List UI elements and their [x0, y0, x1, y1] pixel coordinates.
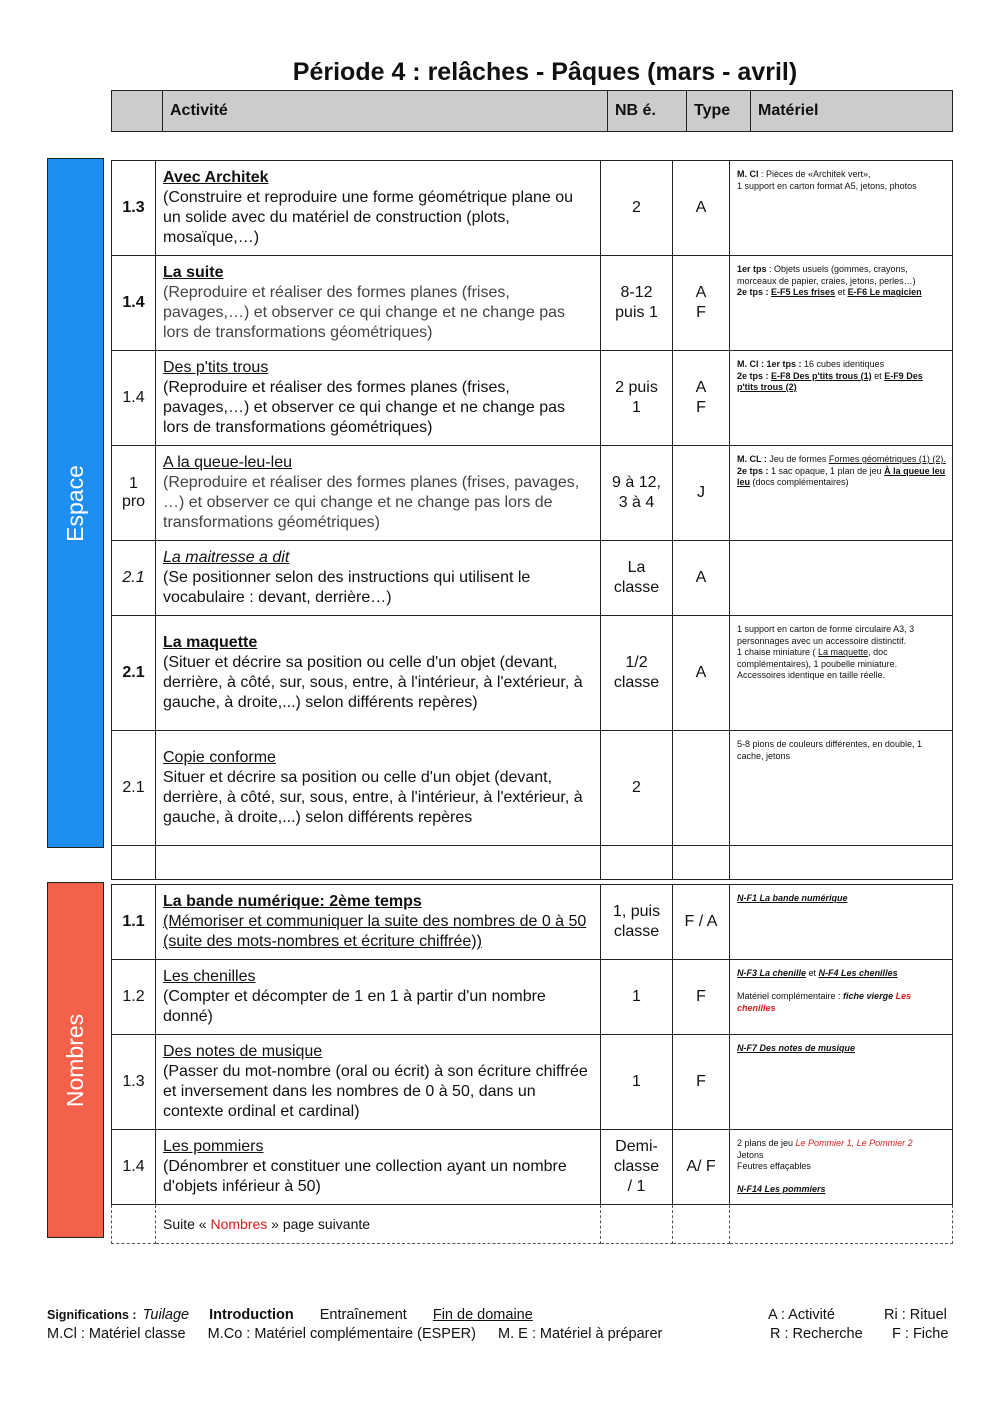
nb-cell: 1 — [601, 1035, 673, 1130]
mat-text: Accessoires identique en taille réelle. — [737, 670, 886, 680]
row-num — [112, 446, 156, 541]
nb-line: 8-12 — [620, 284, 653, 301]
activity-title: Des p'tits trous — [163, 359, 269, 376]
legend-mcl: M.Cl : Matériel classe — [47, 1326, 186, 1342]
row-num: 1.1 — [112, 885, 156, 960]
nb-cell — [601, 885, 673, 960]
activity-desc: Situer et décrire sa position ou celle d'un objet (devant, derrière, à côté, sur, sous, entre, à l'intérieur, à l'extérieur, à gauche, à droite,...) selon différents repères — [163, 769, 583, 826]
mat-text: N-F1 La bande numérique — [737, 893, 848, 903]
row-num: 1.3 — [112, 161, 156, 256]
nb-line: Demi- — [615, 1138, 658, 1155]
materiel-cell — [730, 960, 953, 1035]
activity-title: Les chenilles — [163, 968, 256, 985]
activity-cell — [156, 731, 601, 846]
table-row — [112, 161, 953, 256]
num-line: 1 — [129, 475, 138, 492]
page-title: Période 4 : relâches - Pâques (mars - avril) — [292, 58, 798, 86]
activity-title: Des notes de musique — [163, 1043, 323, 1060]
suite-text: Suite « — [163, 1216, 211, 1232]
activity-cell — [156, 256, 601, 351]
nb-cell — [601, 256, 673, 351]
mat-text: 2e tps : — [737, 287, 769, 297]
type-cell: A/ F — [673, 1130, 730, 1205]
activity-desc: (Reproduire et réaliser des formes planes (frises, pavages,…) et observer ce qui change et ne change pas lors de transformations géométriques) — [163, 284, 566, 341]
activity-title: La maitresse a dit — [163, 549, 290, 566]
table-row — [112, 616, 953, 731]
nb-line: 1/2 — [625, 654, 648, 671]
type-cell — [673, 351, 730, 446]
activity-desc: (Construire et reproduire une forme géométrique plane ou un solide avec du matériel de construction (plots, mosaïque,…) — [163, 189, 574, 246]
mat-text: 5-8 pions de couleurs différentes, en double, 1 cache, jetons — [737, 739, 922, 761]
type-line: A — [695, 284, 707, 301]
header-nb: NB é. — [608, 91, 687, 132]
mat-text: et — [871, 370, 885, 381]
legend-ri: Ri : Rituel — [884, 1307, 947, 1323]
nombres-band — [47, 882, 104, 1238]
mat-text: 1 sac opaque, 1 plan de jeu — [768, 465, 885, 476]
table-row — [112, 256, 953, 351]
activity-desc: (Situer et décrire sa position ou celle d'un objet (devant, derrière, à côté, sur, sous, entre, à l'intérieur, à l'extérieur, à gauche, à droite,...) selon différents repères) — [163, 654, 583, 711]
materiel-cell — [730, 1130, 953, 1205]
materiel-cell — [730, 541, 953, 616]
espace-band — [47, 158, 104, 848]
activity-title: La suite — [163, 264, 224, 281]
activity-title: Copie conforme — [163, 749, 276, 766]
activity-desc: (Passer du mot-nombre (oral ou écrit) à son écriture chiffrée et inversement dans les nombres de 0 à 50, dans un contexte ordinal et cardinal) — [163, 1063, 588, 1120]
activity-desc: (Dénombrer et constituer une collection ayant un nombre d'objets inférieur à 50) — [163, 1158, 567, 1195]
table-row — [112, 1130, 953, 1205]
mat-text: M. Cl — [737, 169, 759, 179]
nb-cell — [601, 541, 673, 616]
activity-title: Les pommiers — [163, 1138, 264, 1155]
type-cell — [673, 731, 730, 846]
mat-text: , doc complémentaires), 1 poubelle miniature. — [737, 647, 898, 669]
materiel-cell — [730, 351, 953, 446]
table-row — [112, 885, 953, 960]
materiel-cell — [730, 1035, 953, 1130]
nb-cell: 1 — [601, 960, 673, 1035]
header-table — [111, 90, 953, 132]
materiel-cell — [730, 731, 953, 846]
legend-fin: Fin de domaine — [432, 1307, 533, 1323]
mat-text: : Objets usuels (gommes, crayons, morceaux de papier, craies, jetons, perles…) — [737, 264, 916, 286]
nb-cell: 2 — [601, 731, 673, 846]
table-row — [112, 446, 953, 541]
mat-text: 16 cubes identiques — [801, 359, 885, 369]
type-cell: A — [673, 161, 730, 256]
type-cell: F — [673, 960, 730, 1035]
type-cell: A — [673, 541, 730, 616]
mat-text: E-F9 Des p'tits trous (2) — [737, 370, 923, 392]
legend-a: A : Activité — [768, 1307, 835, 1323]
nb-cell — [601, 351, 673, 446]
nb-line: classe — [613, 579, 660, 596]
type-line: A — [695, 379, 707, 396]
nb-line: 2 puis — [615, 379, 658, 396]
mat-text: E-F5 Les frises — [771, 287, 836, 297]
type-cell: F / A — [673, 885, 730, 960]
materiel-cell — [730, 446, 953, 541]
legend-r: R : Recherche — [770, 1326, 863, 1342]
nb-line: La — [627, 559, 646, 576]
mat-text: Les chenilles — [737, 991, 912, 1013]
materiel-cell — [730, 256, 953, 351]
mat-text: N-F7 Des notes de musique — [737, 1043, 856, 1053]
legend-line-2 — [47, 1326, 662, 1342]
row-num: 1.4 — [112, 256, 156, 351]
table-row — [112, 541, 953, 616]
mat-text: 1 support en carton format A5, jetons, photos — [737, 180, 917, 191]
type-line: F — [696, 399, 706, 416]
activity-cell — [156, 885, 601, 960]
mat-text: 2e tps : — [737, 370, 772, 381]
legend-mco: M.Co : Matériel complémentaire (ESPER) — [207, 1326, 476, 1342]
row-num: 2.1 — [112, 731, 156, 846]
nb-cell: 2 — [601, 161, 673, 256]
activity-title: La bande numérique: 2ème temps — [163, 893, 422, 910]
mat-text: À la queue leu leu — [737, 465, 946, 487]
type-line: F — [696, 304, 706, 321]
activity-desc: (Se positionner selon des instructions qui utilisent le vocabulaire : devant, derrière…) — [163, 569, 531, 606]
legend-tuilage: Tuilage — [142, 1307, 190, 1323]
mat-text: 1 support en carton de forme circulaire A3, 3 personnages avec un accessoire distinctif. — [737, 624, 915, 646]
activity-title: Avec Architek — [163, 169, 269, 186]
mat-text: Feutres effaçables — [737, 1161, 811, 1171]
mat-text: 2 plans de jeu — [737, 1138, 796, 1148]
mat-text: N-F4 Les chenilles — [818, 968, 898, 978]
mat-text: E-F6 Le magicien — [847, 287, 922, 297]
nb-line: 9 à 12, — [612, 474, 661, 491]
legend-intro: Introduction — [209, 1307, 294, 1323]
espace-table — [111, 160, 953, 880]
nb-line: puis 1 — [615, 304, 658, 321]
mat-text: N-F3 La chenille — [737, 968, 807, 978]
suite-row — [112, 1205, 953, 1244]
row-num: 2.1 — [112, 541, 156, 616]
nb-line: classe — [613, 674, 660, 691]
espace-label: Espace — [62, 464, 88, 542]
mat-text: 1 chaise miniature ( — [737, 647, 819, 657]
table-row — [112, 351, 953, 446]
header-num — [112, 91, 163, 132]
activity-desc: (Reproduire et réaliser des formes planes (frises, pavages, …) et observer ce qui change et ne change pas lors de transformations géométriques) — [163, 474, 580, 531]
legend-line-1 — [47, 1307, 533, 1323]
nb-line: 1 — [632, 399, 641, 416]
row-num: 1.2 — [112, 960, 156, 1035]
activity-cell — [156, 960, 601, 1035]
mat-text: (docs complémentaires) — [750, 477, 849, 487]
nb-line: classe — [613, 1158, 660, 1175]
mat-text: Le Pommier 1, Le Pommier 2 — [795, 1138, 913, 1148]
table-row — [112, 731, 953, 846]
nb-cell — [601, 616, 673, 731]
row-num: 1.4 — [112, 351, 156, 446]
type-cell — [673, 256, 730, 351]
table-row — [112, 1035, 953, 1130]
table-row — [112, 960, 953, 1035]
activity-title: A la queue-leu-leu — [163, 454, 292, 471]
row-num: 2.1 — [112, 616, 156, 731]
suite-text: Nombres — [210, 1216, 268, 1232]
activity-cell — [156, 1130, 601, 1205]
activity-desc: (Compter et décompter de 1 en 1 à partir d'un nombre donné) — [163, 988, 546, 1025]
mat-text: et — [806, 968, 819, 978]
header-activite: Activité — [163, 91, 608, 132]
legend-entr: Entraînement — [319, 1307, 407, 1323]
legend-f: F : Fiche — [892, 1326, 949, 1342]
mat-text: fiche vierge — [843, 991, 896, 1001]
suite-cell — [156, 1205, 601, 1244]
mat-text: M. Cl : 1er tps : — [737, 359, 802, 369]
mat-text: Jeu de formes — [766, 454, 829, 464]
nb-cell — [601, 446, 673, 541]
mat-text: Formes géométriques (1) (2). — [828, 454, 946, 464]
type-cell: F — [673, 1035, 730, 1130]
activity-cell — [156, 541, 601, 616]
type-cell: J — [673, 446, 730, 541]
nb-line: 3 à 4 — [618, 494, 655, 511]
num-line: pro — [121, 493, 146, 510]
nb-line: / 1 — [627, 1178, 646, 1195]
mat-text: Matériel complémentaire : — [737, 991, 844, 1001]
legend-me: M. E : Matériel à préparer — [497, 1326, 663, 1342]
header-materiel: Matériel — [751, 91, 953, 132]
header-type: Type — [687, 91, 751, 132]
legend-sig: Significations : — [47, 1308, 137, 1322]
spacer-row — [112, 846, 953, 880]
materiel-cell — [730, 161, 953, 256]
mat-text: Jetons — [737, 1149, 764, 1160]
mat-text: : Pièces de «Architek vert», — [758, 169, 871, 179]
mat-text: et — [835, 287, 848, 297]
type-cell: A — [673, 616, 730, 731]
activity-desc: (Mémoriser et communiquer la suite des nombres de 0 à 50 (suite des mots-nombres et écriture chiffrée)) — [163, 913, 587, 950]
row-num: 1.4 — [112, 1130, 156, 1205]
mat-text: La maquette — [818, 647, 869, 657]
mat-text: 2e tps : — [737, 465, 769, 476]
mat-text: E-F8 Des p'tits trous (1) — [771, 370, 872, 381]
materiel-cell — [730, 885, 953, 960]
activity-cell — [156, 1035, 601, 1130]
activity-cell — [156, 446, 601, 541]
activity-desc: (Reproduire et réaliser des formes planes (frises, pavages,…) et observer ce qui change et ne change pas lors de transformations géométriques) — [163, 379, 566, 436]
nombres-label: Nombres — [62, 1013, 88, 1107]
nb-cell — [601, 1130, 673, 1205]
nb-line: classe — [613, 923, 660, 940]
mat-text: 1er tps — [737, 264, 767, 274]
activity-cell — [156, 161, 601, 256]
row-num: 1.3 — [112, 1035, 156, 1130]
mat-text: M. CL : — [737, 454, 767, 464]
activity-cell — [156, 616, 601, 731]
activity-title: La maquette — [163, 634, 258, 651]
materiel-cell — [730, 616, 953, 731]
nb-line: 1, puis — [612, 903, 661, 920]
mat-text: N-F14 Les pommiers — [737, 1184, 826, 1194]
activity-cell — [156, 351, 601, 446]
nombres-table — [111, 884, 953, 1244]
suite-text: » page suivante — [267, 1216, 371, 1232]
